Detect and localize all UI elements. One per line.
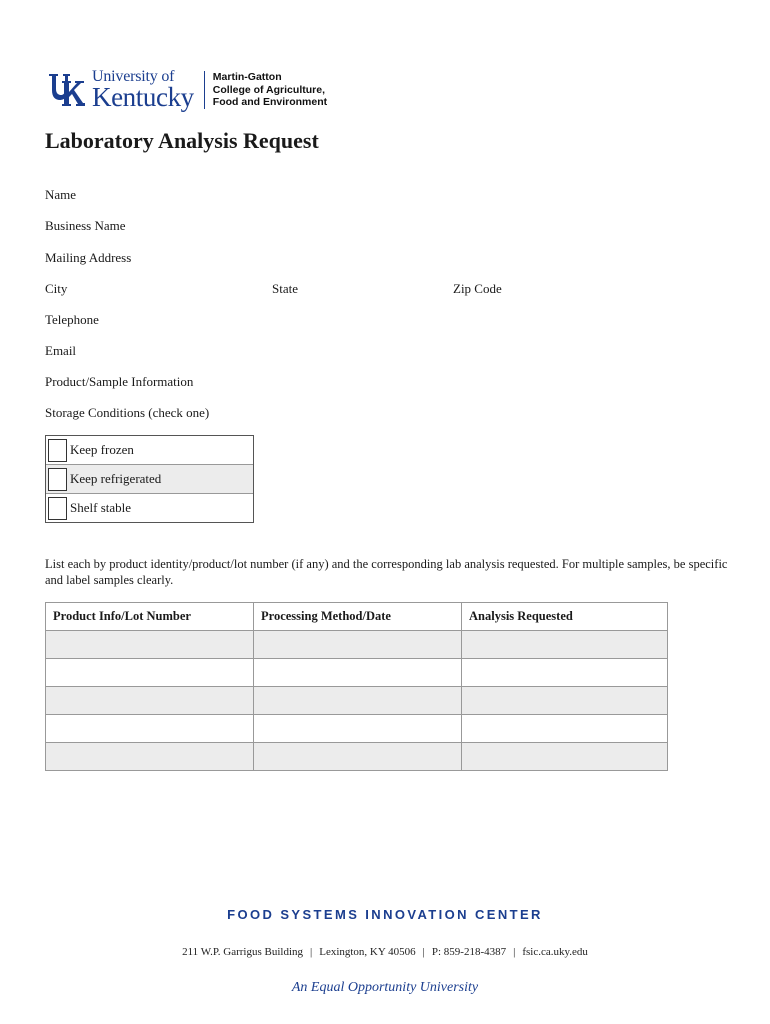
sample-table — [45, 602, 668, 771]
storage-option-label: Keep frozen — [70, 442, 134, 457]
table-cell[interactable] — [462, 659, 668, 687]
telephone-field-label: Telephone — [45, 312, 99, 327]
storage-conditions-label: Storage Conditions (check one) — [45, 405, 210, 420]
table-cell[interactable] — [254, 659, 462, 687]
analysis-input[interactable] — [469, 633, 664, 657]
product-input[interactable] — [53, 745, 250, 769]
analysis-input[interactable] — [469, 717, 664, 741]
table-cell[interactable] — [46, 687, 254, 715]
college-line1: Martin-Gatton — [212, 71, 282, 84]
address-building: 211 W.P. Garrigus Building — [182, 946, 304, 958]
university-line2: Kentucky — [92, 82, 194, 112]
product-input[interactable] — [53, 717, 250, 741]
product-input[interactable] — [53, 633, 250, 657]
product-input[interactable] — [53, 689, 250, 713]
equal-opportunity-statement: An Equal Opportunity University — [291, 980, 479, 995]
footer-address — [0, 946, 770, 958]
processing-input[interactable] — [261, 661, 458, 685]
table-row — [46, 659, 668, 687]
column-header-analysis: Analysis Requested — [462, 603, 668, 631]
storage-option-frozen[interactable] — [46, 436, 253, 464]
page-title: Laboratory Analysis Request — [45, 128, 319, 153]
business-name-field-label: Business Name — [45, 218, 126, 233]
table-cell[interactable] — [254, 715, 462, 743]
address-phone: P: 859-218-4387 — [431, 946, 507, 958]
table-cell[interactable] — [46, 743, 254, 771]
state-field-label: State — [272, 281, 298, 296]
product-input[interactable] — [53, 661, 250, 685]
table-row — [46, 743, 668, 771]
address-separator: | — [310, 946, 313, 958]
university-wordmark — [92, 69, 194, 111]
table-cell[interactable] — [254, 631, 462, 659]
university-logo — [48, 69, 327, 111]
college-line3: Food and Environment — [212, 96, 328, 109]
uk-logo-icon — [48, 72, 86, 108]
table-cell[interactable] — [46, 715, 254, 743]
table-cell[interactable] — [462, 687, 668, 715]
table-cell[interactable] — [462, 715, 668, 743]
address-website-link[interactable]: fsic.ca.uky.edu — [522, 946, 588, 958]
column-header-product: Product Info/Lot Number — [46, 603, 254, 631]
table-cell[interactable] — [254, 687, 462, 715]
storage-options-table — [45, 435, 254, 523]
table-header-row — [46, 603, 668, 631]
college-name — [213, 71, 327, 109]
table-cell[interactable] — [462, 743, 668, 771]
processing-input[interactable] — [261, 717, 458, 741]
storage-option-label: Shelf stable — [70, 500, 132, 515]
table-cell[interactable] — [46, 659, 254, 687]
address-separator: | — [513, 946, 516, 958]
analysis-input[interactable] — [469, 745, 664, 769]
refrigerated-checkbox[interactable] — [48, 468, 67, 491]
address-separator: | — [422, 946, 425, 958]
processing-input[interactable] — [261, 633, 458, 657]
mailing-address-field-label: Mailing Address — [45, 250, 132, 265]
column-header-processing: Processing Method/Date — [254, 603, 462, 631]
name-field-label: Name — [45, 187, 77, 202]
analysis-input[interactable] — [469, 661, 664, 685]
storage-option-refrigerated[interactable] — [46, 464, 253, 493]
instructions-text: List each by product identity/product/lot number (if any) and the corresponding lab analysis requested. For multiple samples, be specific and label samples clearly. — [45, 557, 728, 587]
table-row — [46, 687, 668, 715]
logo-divider — [204, 71, 205, 109]
shelf-stable-checkbox[interactable] — [48, 497, 67, 520]
address-city: Lexington, KY 40506 — [319, 946, 416, 958]
city-field-label: City — [45, 281, 68, 296]
table-cell[interactable] — [462, 631, 668, 659]
analysis-input[interactable] — [469, 689, 664, 713]
email-field-label: Email — [45, 343, 77, 358]
processing-input[interactable] — [261, 745, 458, 769]
center-name: FOOD SYSTEMS INNOVATION CENTER — [227, 907, 543, 922]
storage-option-label: Keep refrigerated — [70, 471, 162, 486]
processing-input[interactable] — [261, 689, 458, 713]
table-cell[interactable] — [46, 631, 254, 659]
university-line1: University of — [92, 68, 175, 85]
zip-code-field-label: Zip Code — [453, 281, 502, 296]
table-cell[interactable] — [254, 743, 462, 771]
storage-option-shelf-stable[interactable] — [46, 493, 253, 522]
table-row — [46, 715, 668, 743]
frozen-checkbox[interactable] — [48, 439, 67, 462]
table-row — [46, 631, 668, 659]
college-line2: College of Agriculture, — [212, 83, 325, 96]
product-info-field-label: Product/Sample Information — [45, 374, 194, 389]
